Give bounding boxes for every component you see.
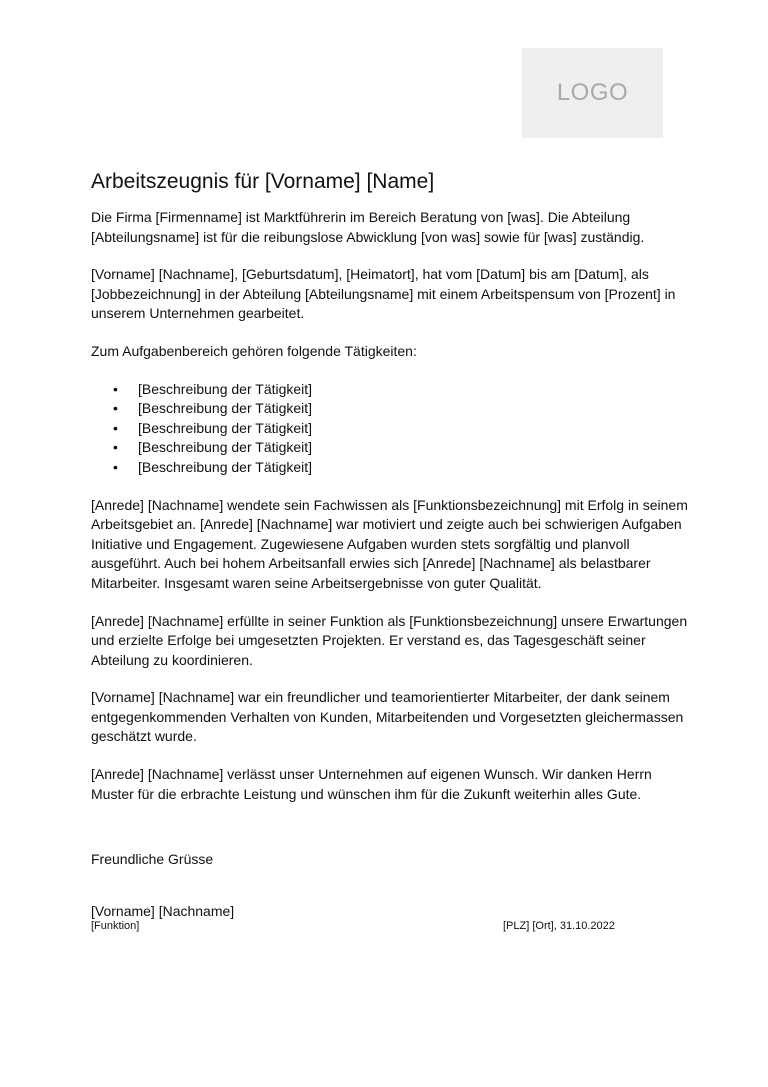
paragraph-employment-details: [Vorname] [Nachname], [Geburtsdatum], [Heimatort], hat vom [Datum] bis am [Datum], als [Jobbezeichnung] in der Abteilung [Abteilungsname] mit einem Arbeitspensum von [Prozent] in unserem Unternehmen gearbeitet. — [91, 266, 676, 322]
bullet-icon: • — [113, 380, 118, 397]
task-text: [Beschreibung der Tätigkeit] — [138, 400, 313, 417]
task-list-item — [91, 380, 691, 400]
logo-text: LOGO — [556, 79, 629, 106]
task-text: [Beschreibung der Tätigkeit] — [138, 458, 313, 475]
signature-name: [Vorname] [Nachname] — [91, 903, 235, 919]
task-list-item — [91, 458, 691, 478]
closing-greeting: Freundliche Grüsse — [91, 851, 214, 867]
paragraph-departure: [Anrede] [Nachname] verlässt unser Unternehmen auf eigenen Wunsch. Wir danken Herrn Muster für die erbrachte Leistung und wünschen ihm für die Zukunft weiterhin alles Gute. — [91, 766, 652, 802]
task-text: [Beschreibung der Tätigkeit] — [138, 419, 313, 436]
task-list-item — [91, 419, 691, 439]
bullet-icon: • — [113, 400, 118, 417]
task-text: [Beschreibung der Tätigkeit] — [138, 439, 313, 456]
letter-body — [91, 168, 691, 822]
task-text: [Beschreibung der Tätigkeit] — [138, 380, 313, 397]
signature-function: [Funktion] — [91, 920, 140, 932]
task-list — [91, 380, 691, 478]
task-list-item — [91, 438, 691, 458]
logo-placeholder — [522, 48, 663, 138]
bullet-icon: • — [113, 419, 118, 436]
bullet-icon: • — [113, 439, 118, 456]
paragraph-company-intro: Die Firma [Firmenname] ist Marktführerin im Bereich Beratung von [was]. Die Abteilung [Abteilungsname] ist für die reibungslose Abwicklung [von was] sowie für [was] zuständig. — [91, 209, 645, 245]
document-title: Arbeitszeugnis für [Vorname] [Name] — [91, 170, 435, 193]
paragraph-performance: [Anrede] [Nachname] erfüllte in seiner Funktion als [Funktionsbezeichnung] unsere Erwartungen und erzielte Erfolge bei umgesetzten Projekten. Er verstand es, das Tagesgeschäft seiner Abteilung zu koordinieren. — [91, 612, 688, 668]
bullet-icon: • — [113, 458, 118, 475]
paragraph-expertise: [Anrede] [Nachname] wendete sein Fachwissen als [Funktionsbezeichnung] mit Erfolg in seinem Arbeitsgebiet an. [Anrede] [Nachname] war motiviert und zeigte auch bei schwierigen Aufgaben Initiative und Engagement. Zugewiesene Aufgaben wurden stets sorgfältig und planvoll ausgeführt. Auch bei hohem Arbeitsanfall erwies sich [Anrede] [Nachname] als belastbarer Mitarbeiter. Insgesamt waren seine Arbeitsergebnisse von guter Qualität. — [91, 496, 688, 591]
task-list-item — [91, 399, 691, 419]
paragraph-tasks-intro: Zum Aufgabenbereich gehören folgende Tätigkeiten: — [91, 342, 417, 359]
place-date: [PLZ] [Ort], 31.10.2022 — [503, 920, 615, 932]
paragraph-behavior: [Vorname] [Nachname] war ein freundlicher und teamorientierter Mitarbeiter, der dank seinem entgegenkommenden Verhalten von Kunden, Mitarbeitenden und Vorgesetzten gleichermassen geschätzt wurde. — [91, 689, 684, 745]
